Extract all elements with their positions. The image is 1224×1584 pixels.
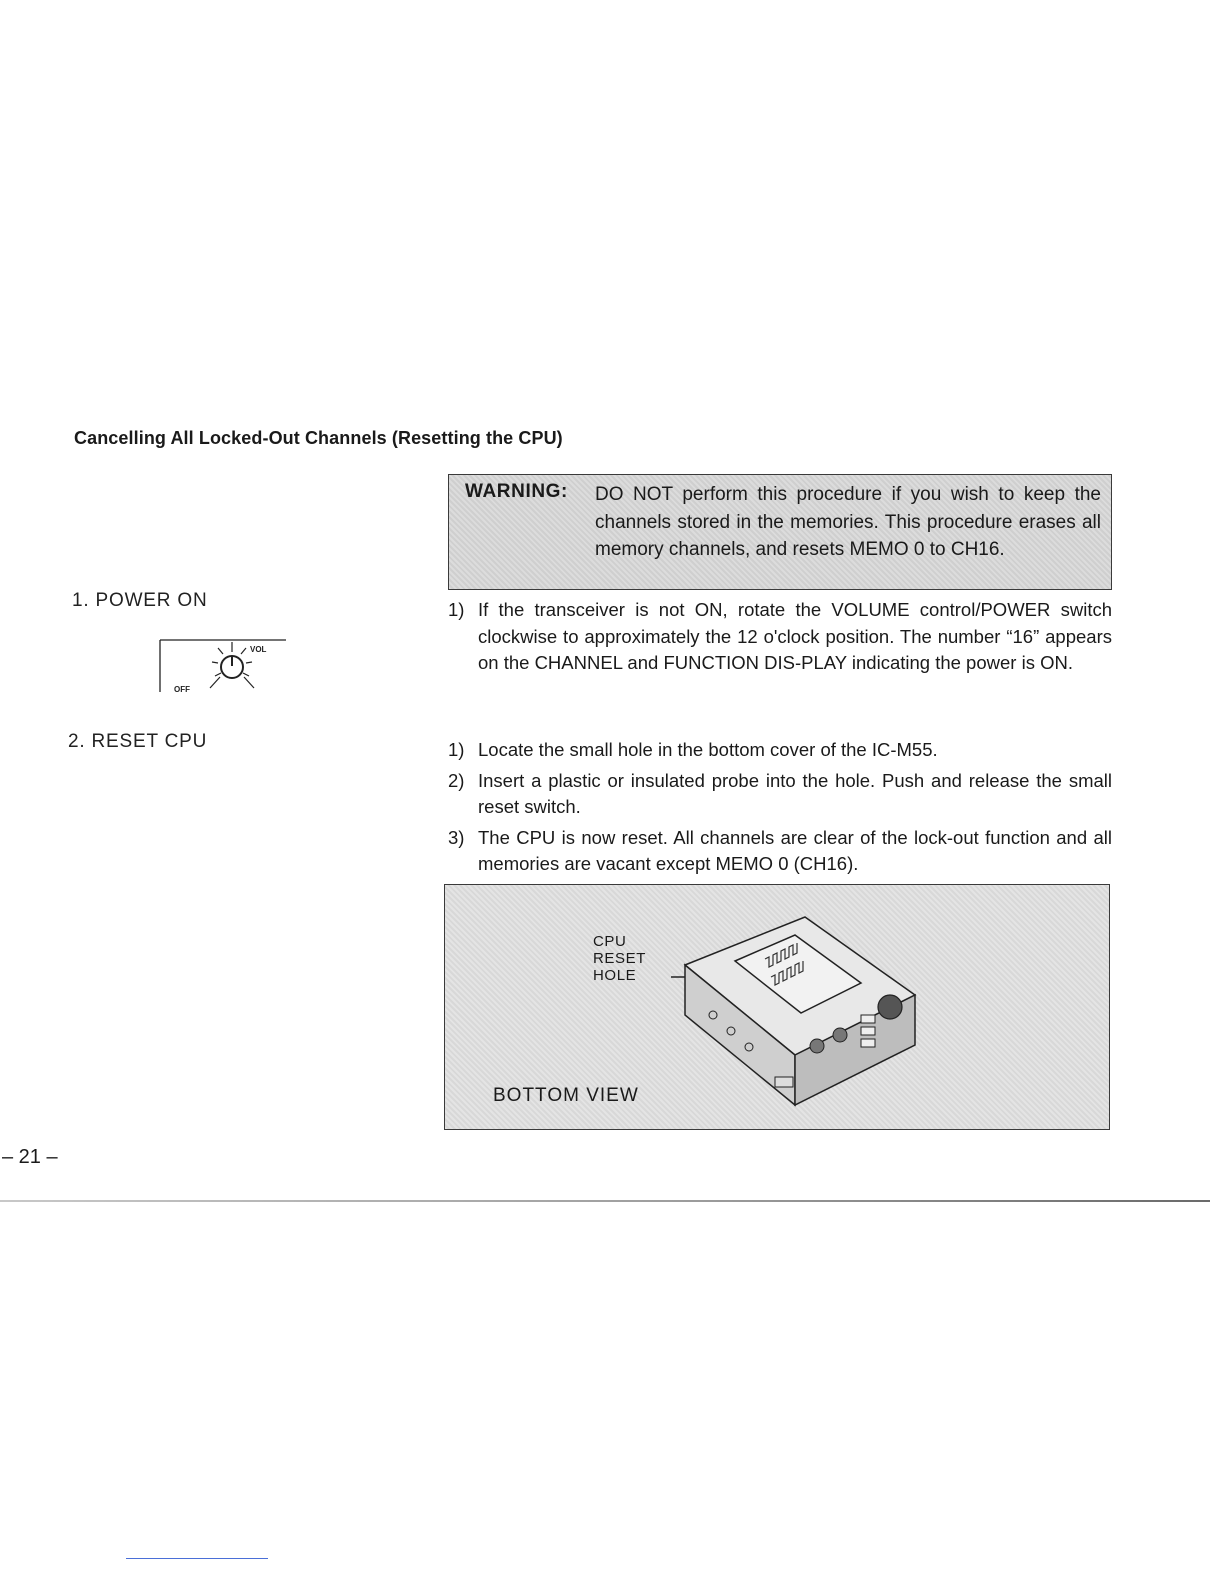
page-number: – 21 – xyxy=(2,1146,58,1168)
reset-cpu-instructions xyxy=(448,737,1112,882)
list-item xyxy=(448,825,1112,878)
page-divider xyxy=(0,1200,1210,1202)
label-line-reset: RESET xyxy=(593,950,647,967)
transceiver-illustration-icon xyxy=(635,895,935,1127)
item-text: The CPU is now reset. All channels are clear of the lock-out function and all memories are vacant except MEMO 0 (CH16). xyxy=(478,826,1112,874)
knob-off-label: OFF xyxy=(174,685,190,694)
warning-box xyxy=(448,474,1112,590)
item-number: 2) xyxy=(448,769,465,791)
power-on-instructions xyxy=(448,597,1112,681)
knob-vol-label: VOL xyxy=(250,645,267,654)
volume-knob-icon xyxy=(156,632,290,694)
underline-artifact xyxy=(126,1558,268,1559)
label-line-hole: HOLE xyxy=(593,967,637,984)
item-number: 1) xyxy=(448,599,465,620)
bottom-view-caption: BOTTOM VIEW xyxy=(493,1085,639,1106)
item-number: 3) xyxy=(448,826,465,848)
item-text: Locate the small hole in the bottom cover of the IC-M55. xyxy=(478,739,938,760)
warning-text: DO NOT perform this procedure if you wish to keep the channels stored in the memories. This procedure erases all memory channels, and resets MEMO 0 to CH16. xyxy=(595,484,1101,560)
list-item xyxy=(448,768,1112,821)
step-power-on-title: 1. POWER ON xyxy=(72,590,208,611)
label-line-cpu: CPU xyxy=(593,933,627,950)
section-heading: Cancelling All Locked-Out Channels (Resetting the CPU) xyxy=(74,428,563,448)
list-item xyxy=(448,737,1112,764)
item-text: Insert a plastic or insulated probe into the hole. Push and release the small reset switch. xyxy=(478,769,1112,817)
item-text: If the transceiver is not ON, rotate the VOLUME control/POWER switch clockwise to approximately the 12 o'clock position. The number “16” appears on the CHANNEL and FUNCTION DIS-PLAY indicating the power is ON. xyxy=(478,599,1112,673)
warning-label: WARNING: xyxy=(465,481,568,502)
list-item xyxy=(448,597,1112,677)
step-reset-cpu-title: 2. RESET CPU xyxy=(68,731,208,752)
item-number: 1) xyxy=(448,739,465,760)
bottom-view-figure xyxy=(444,884,1110,1130)
